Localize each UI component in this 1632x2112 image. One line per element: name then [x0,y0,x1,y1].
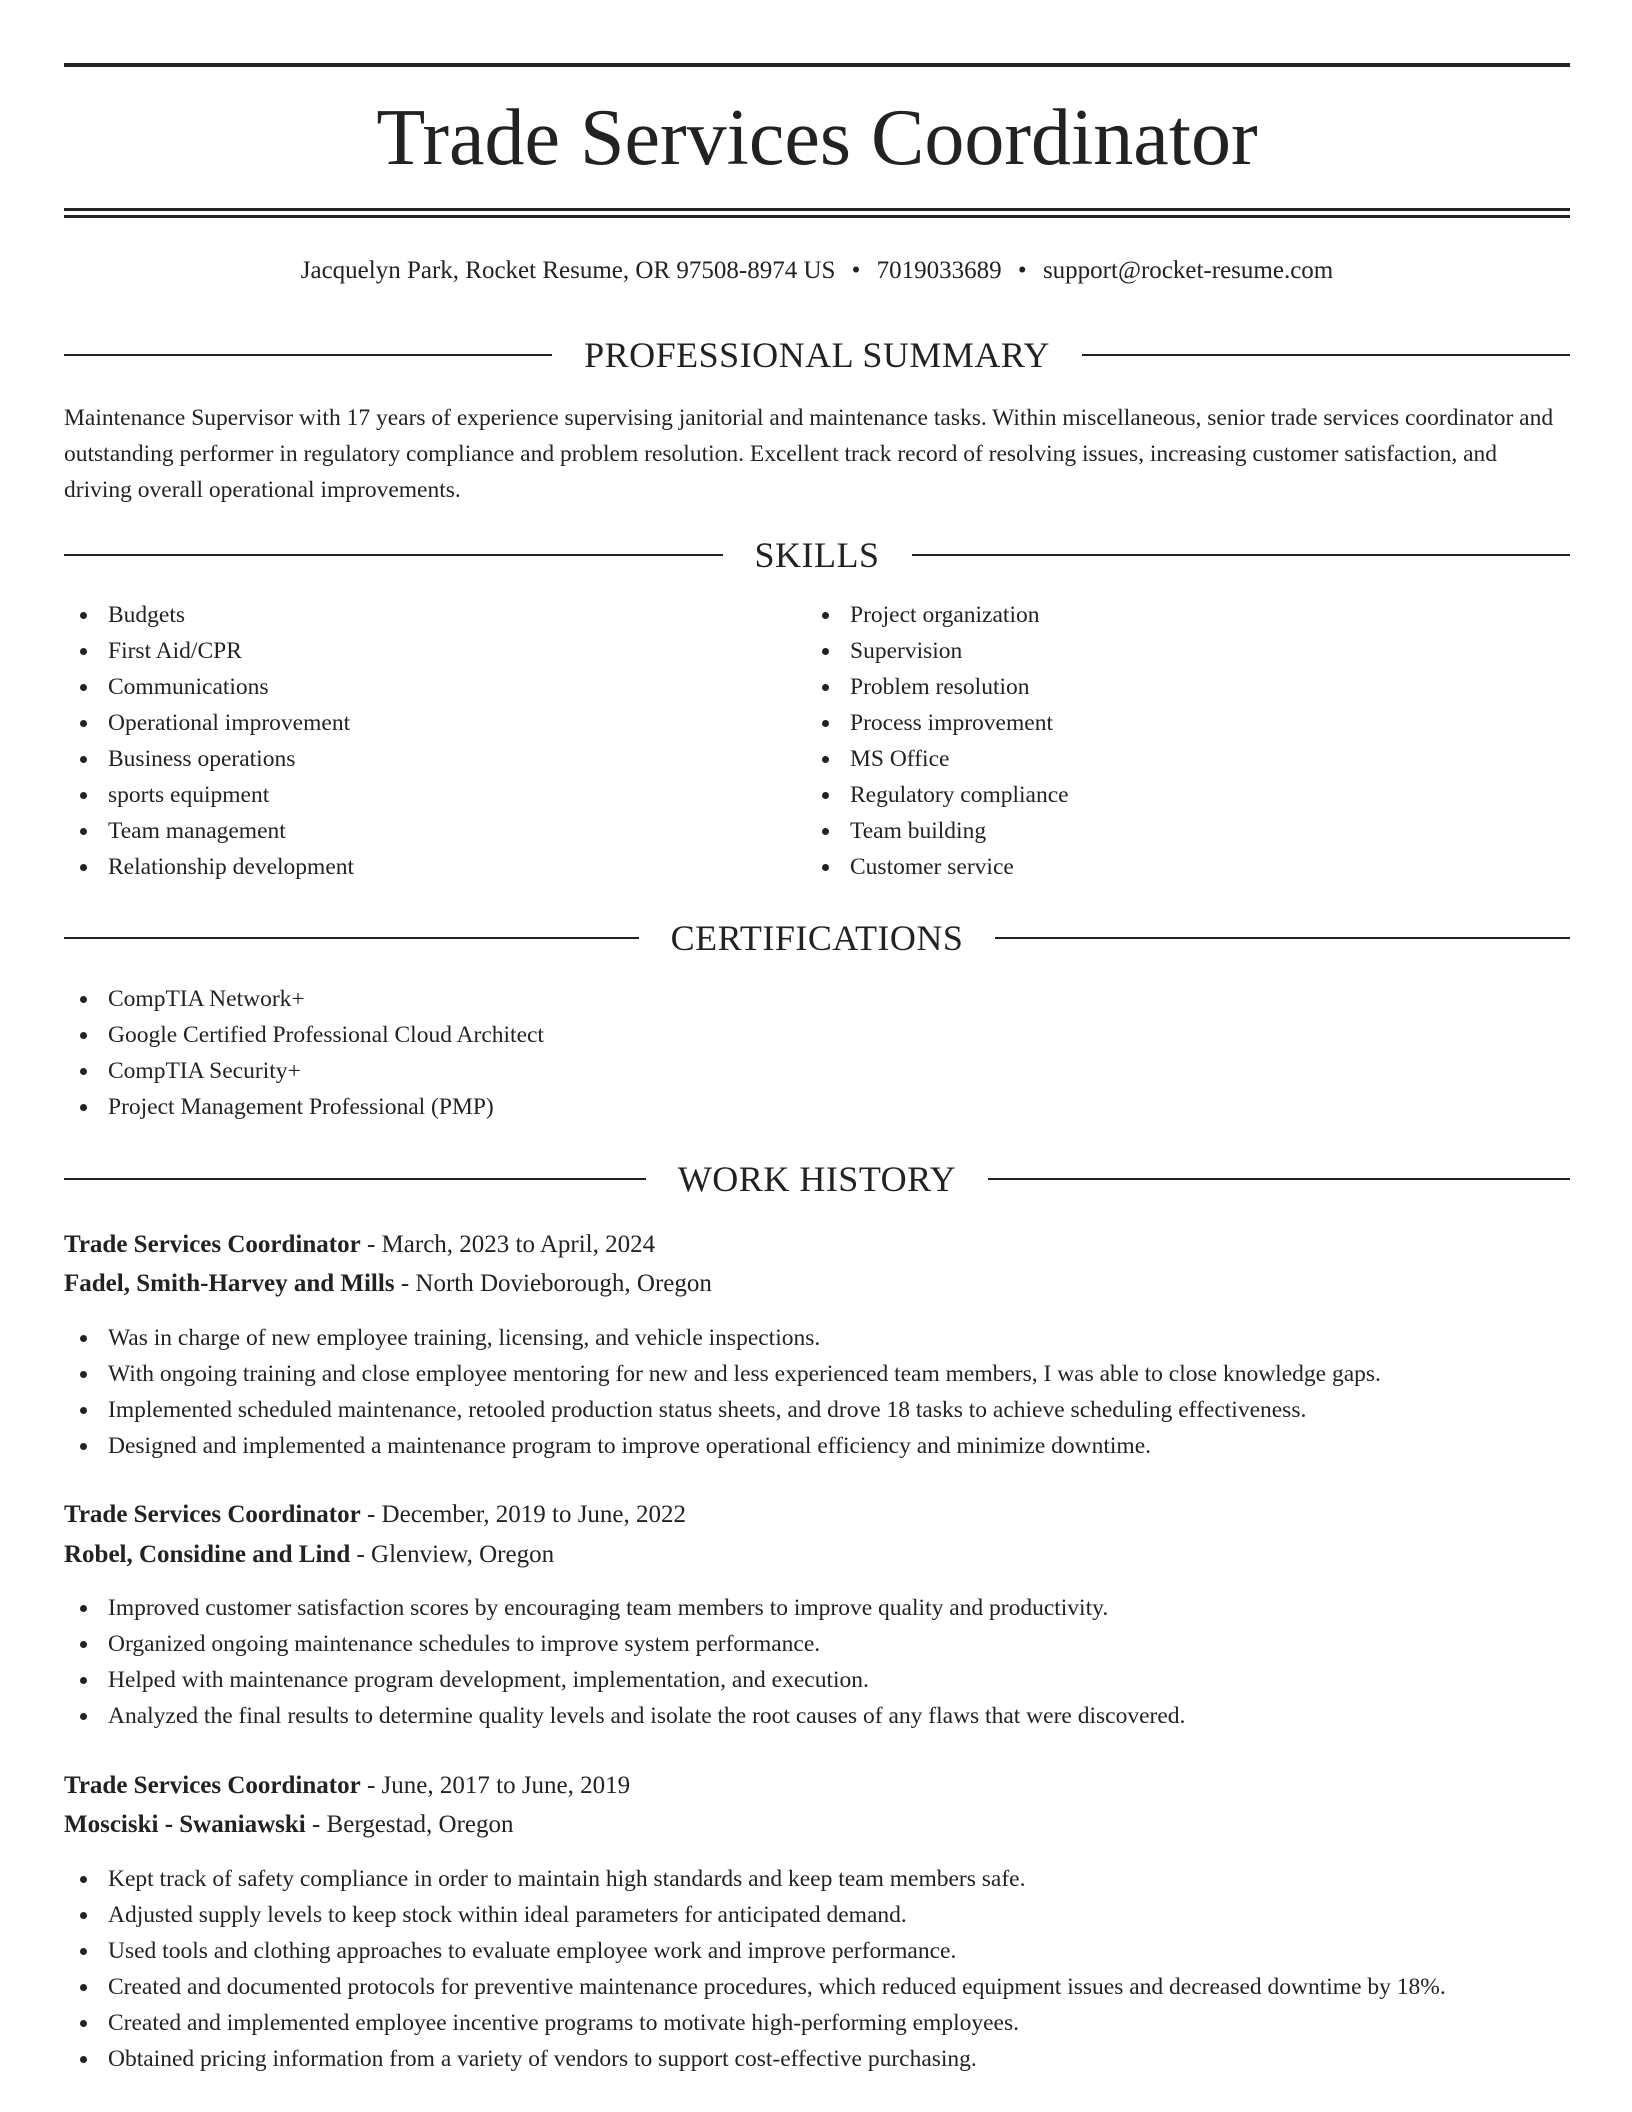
job-company: Robel, Considine and Lind [64,1541,351,1568]
list-item: Obtained pricing information from a variety of vendors to support cost-effective purchasing. [64,2041,1446,2077]
heading-rule-right [988,1178,1570,1180]
job-title: Trade Services Coordinator [64,1772,361,1799]
top-rule [64,63,1570,67]
certifications-heading-label: CERTIFICATIONS [670,918,964,958]
job-company: Mosciski - Swaniawski [64,1811,306,1838]
heading-rule-right [1082,354,1570,356]
list-item: Supervision [806,633,1069,669]
list-item: Analyzed the final results to determine quality levels and isolate the root causes of any flaws that were discovered. [64,1698,1185,1734]
list-item: sports equipment [64,777,354,813]
heading-rule-right [912,554,1571,556]
list-item: Created and implemented employee incentive programs to motivate high-performing employees. [64,2005,1446,2041]
contact-email: support@rocket-resume.com [1042,257,1334,284]
list-item: Project Management Professional (PMP) [64,1089,544,1125]
job-location: - North Dovieborough, Oregon [394,1270,712,1297]
job-location: - Bergestad, Oregon [305,1811,514,1838]
certifications-heading [64,918,1570,958]
work-history-heading-label: WORK HISTORY [677,1159,957,1199]
job-dates: - December, 2019 to June, 2022 [360,1501,687,1528]
heading-rule-left [64,354,552,356]
list-item: Problem resolution [806,669,1069,705]
list-item: Helped with maintenance program development, implementation, and execution. [64,1662,1185,1698]
job-company-line [64,1536,554,1574]
contact-separator: • [851,257,861,284]
list-item: Regulatory compliance [806,777,1069,813]
list-item: Google Certified Professional Cloud Architect [64,1017,544,1053]
list-item: Adjusted supply levels to keep stock within ideal parameters for anticipated demand. [64,1897,1446,1933]
job-company-line [64,1265,712,1303]
list-item: Budgets [64,597,354,633]
summary-heading [64,335,1570,375]
list-item: First Aid/CPR [64,633,354,669]
heading-rule-left [64,1178,646,1180]
summary-heading-label: PROFESSIONAL SUMMARY [584,335,1050,375]
skills-list-left [64,597,354,885]
contact-address: Jacquelyn Park, Rocket Resume, OR 97508-8974 US [300,257,836,284]
list-item: Was in charge of new employee training, licensing, and vehicle inspections. [64,1320,1381,1356]
list-item: With ongoing training and close employee mentoring for new and less experienced team members, I was able to close knowledge gaps. [64,1356,1381,1392]
job-company: Fadel, Smith-Harvey and Mills [64,1270,395,1297]
list-item: Operational improvement [64,705,354,741]
list-item: Relationship development [64,849,354,885]
list-item: Kept track of safety compliance in order to maintain high standards and keep team members safe. [64,1861,1446,1897]
list-item: Business operations [64,741,354,777]
contact-separator: • [1017,257,1027,284]
job-dates: - March, 2023 to April, 2024 [360,1231,656,1258]
list-item: Created and documented protocols for preventive maintenance procedures, which reduced equipment issues and decreased downtime by 18%. [64,1969,1446,2005]
list-item: Communications [64,669,354,705]
list-item: Team building [806,813,1069,849]
certifications-list [64,981,544,1125]
job-title: Trade Services Coordinator [64,1501,361,1528]
resume-title: Trade Services Coordinator [376,94,1258,182]
heading-rule-left [64,554,723,556]
contact-phone: 7019033689 [876,257,1002,284]
list-item: Project organization [806,597,1069,633]
heading-rule-left [64,937,639,939]
title-double-rule [64,208,1570,218]
list-item: Improved customer satisfaction scores by encouraging team members to improve quality and productivity. [64,1590,1185,1626]
job-dates: - June, 2017 to June, 2019 [360,1772,631,1799]
list-item: CompTIA Security+ [64,1053,544,1089]
list-item: Implemented scheduled maintenance, retooled production status sheets, and drove 18 tasks to achieve scheduling effectiveness. [64,1392,1381,1428]
skills-heading [64,535,1570,575]
job-title-line [64,1767,630,1805]
job-bullet-list [64,1590,1185,1734]
job-title-line [64,1496,686,1534]
list-item: Customer service [806,849,1069,885]
job-location: - Glenview, Oregon [350,1541,555,1568]
job-title-line [64,1226,655,1264]
contact-line [64,255,1570,287]
job-bullet-list [64,1320,1381,1464]
heading-rule-right [995,937,1570,939]
job-company-line [64,1806,514,1844]
job-bullet-list [64,1861,1446,2077]
list-item: Organized ongoing maintenance schedules to improve system performance. [64,1626,1185,1662]
summary-text: Maintenance Supervisor with 17 years of experience supervising janitorial and maintenance tasks. Within miscellaneous, senior trade services coordinator and outstanding performer in regulatory compliance and problem resolution. Excellent track record of resolving issues, increasing customer satisfaction, and driving overall operational improvements. [64,405,1554,503]
work-history-heading [64,1159,1570,1199]
skills-list-right [806,597,1069,885]
list-item: Used tools and clothing approaches to evaluate employee work and improve performance. [64,1933,1446,1969]
list-item: Team management [64,813,354,849]
skills-heading-label: SKILLS [754,535,880,575]
list-item: MS Office [806,741,1069,777]
job-title: Trade Services Coordinator [64,1231,361,1258]
list-item: Process improvement [806,705,1069,741]
list-item: Designed and implemented a maintenance program to improve operational efficiency and minimize downtime. [64,1428,1381,1464]
list-item: CompTIA Network+ [64,981,544,1017]
